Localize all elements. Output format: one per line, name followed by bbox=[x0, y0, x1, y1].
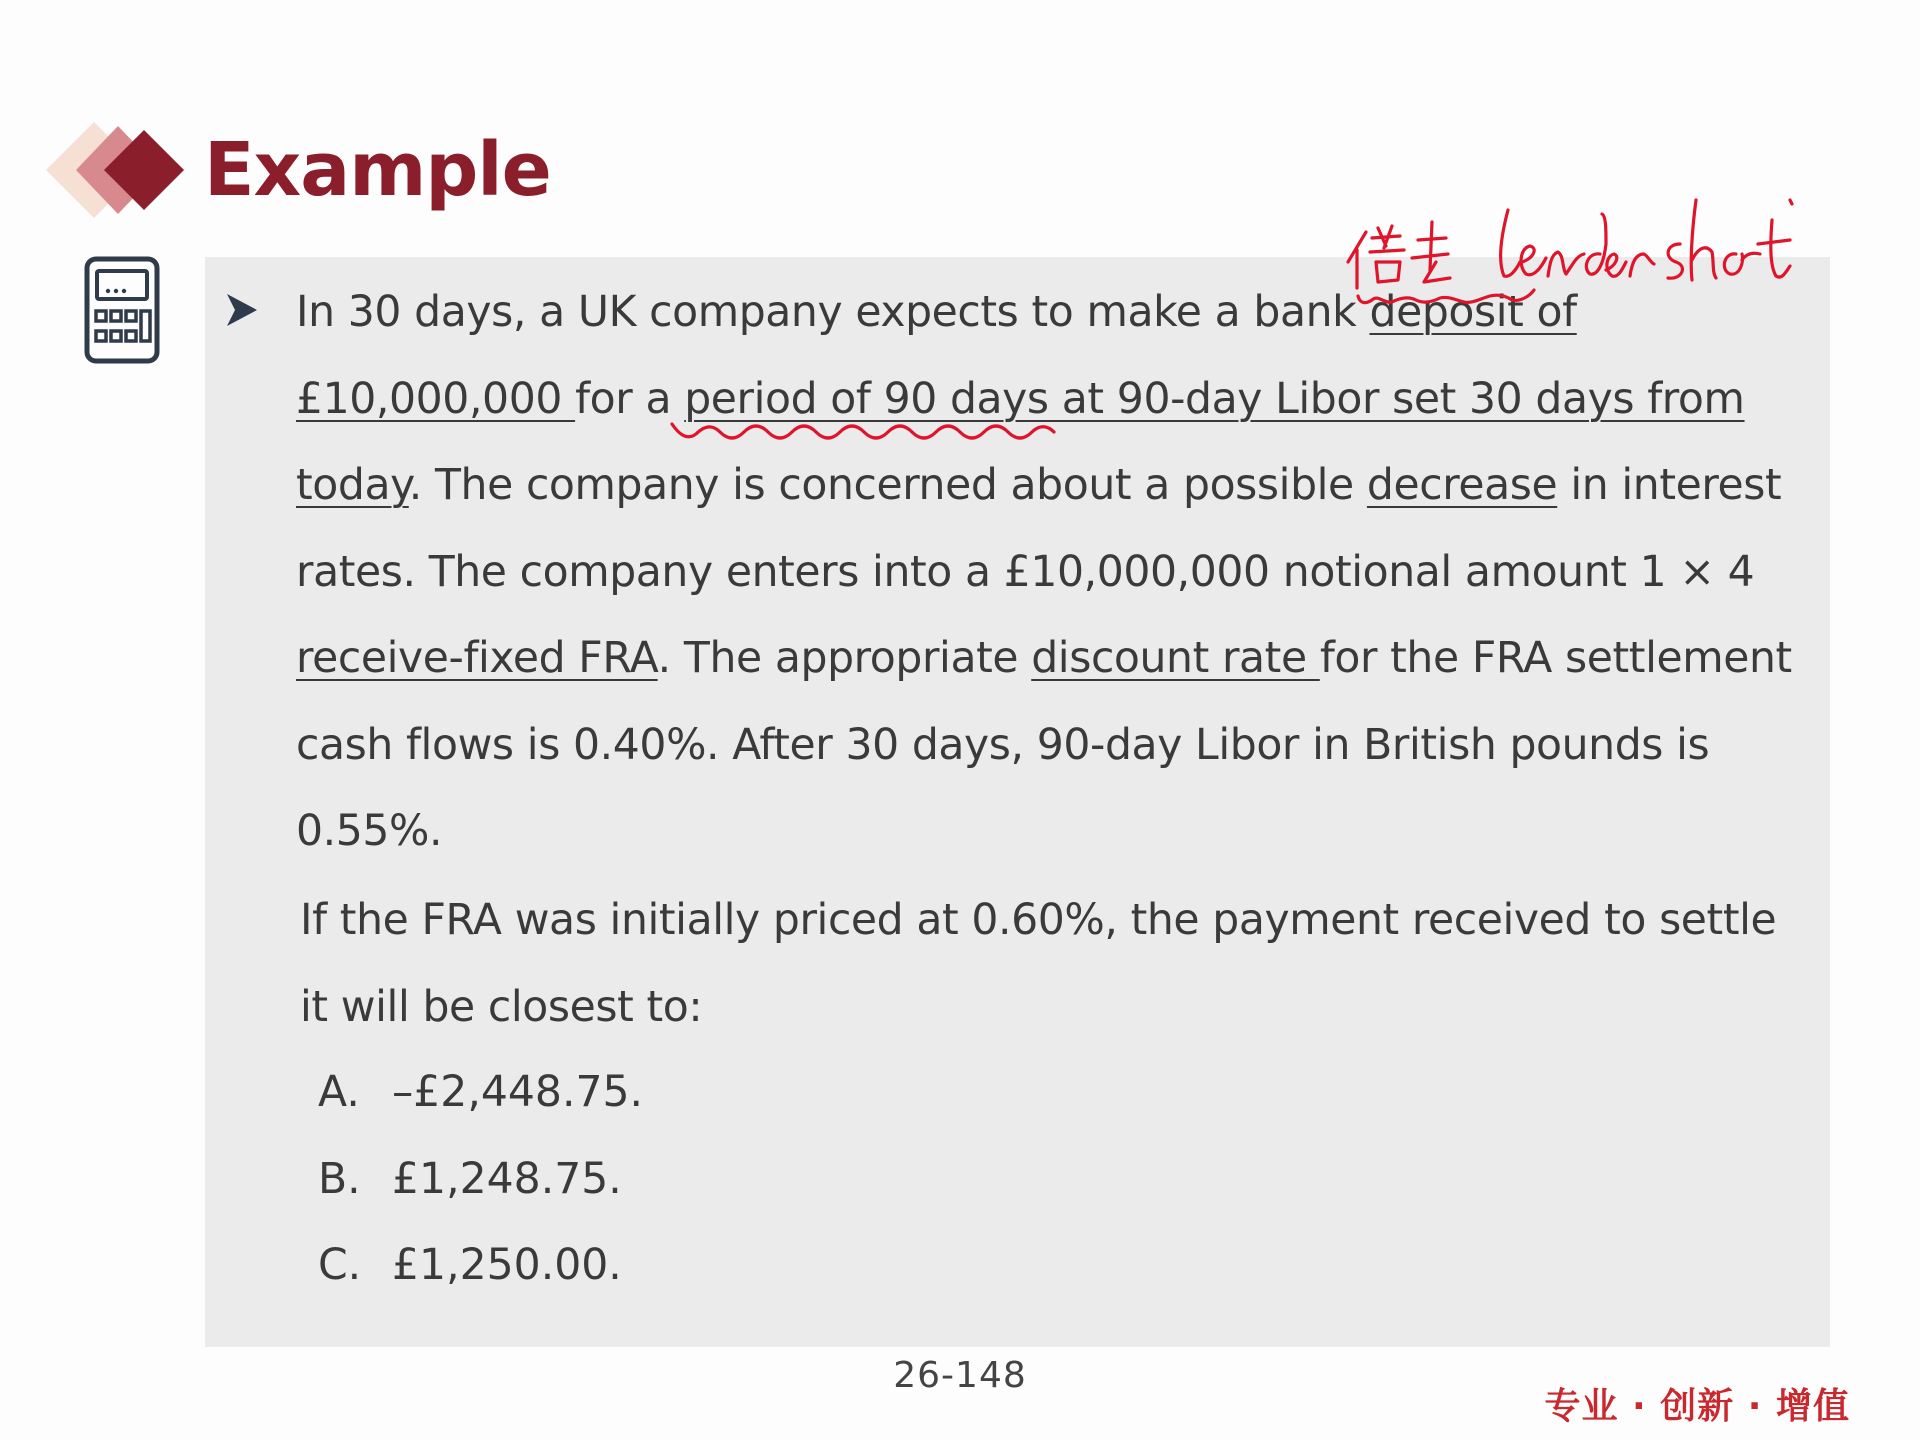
underlined-phrase: period of 90 days at 90-day Libor set 30 days from today bbox=[296, 374, 1745, 510]
paragraph-text: for the FRA settlement cash flows is 0.40%. After 30 days, 90-day Libor in British pounds is 0.55%. bbox=[296, 634, 1792, 856]
paragraph-text: . The appropriate bbox=[657, 634, 1032, 683]
option-text: £1,248.75. bbox=[392, 1154, 622, 1204]
option-letter: A. bbox=[318, 1068, 360, 1117]
paragraph-text: for a bbox=[575, 374, 685, 424]
option-c bbox=[318, 1223, 643, 1310]
option-text: £1,250.00. bbox=[392, 1241, 622, 1290]
option-b bbox=[318, 1137, 643, 1224]
underlined-phrase: £10,000,000 bbox=[296, 374, 576, 424]
slide-title: Example bbox=[204, 127, 551, 213]
answer-options bbox=[318, 1050, 643, 1310]
option-text: –£2,448.75. bbox=[392, 1068, 644, 1117]
question-text: If the FRA was initially priced at 0.60%, the payment received to settle it will be closest to: bbox=[300, 896, 1777, 1032]
underlined-phrase: decrease bbox=[1366, 461, 1558, 510]
option-a bbox=[318, 1050, 643, 1137]
arrow-bullet-icon bbox=[225, 290, 259, 330]
diamond-logo-icon bbox=[46, 120, 186, 220]
paragraph-text: in interest rates. The company enters into a £10,000,000 notional amount 1 × 4 bbox=[296, 461, 1782, 597]
paragraph-text: In 30 days, a UK company expects to make a bank bbox=[296, 288, 1370, 337]
option-letter: C. bbox=[318, 1241, 362, 1290]
underlined-phrase: deposit of bbox=[1369, 288, 1577, 337]
underlined-phrase: receive-fixed FRA bbox=[296, 634, 658, 683]
footer-slogan: 专业 · 创新 · 增值 bbox=[1544, 1386, 1850, 1427]
page-number: 26-148 bbox=[893, 1355, 1027, 1396]
calculator-icon bbox=[84, 256, 160, 364]
underlined-phrase: discount rate bbox=[1031, 634, 1320, 683]
problem-statement bbox=[296, 270, 1826, 876]
paragraph-text: . The company is concerned about a possible bbox=[408, 461, 1367, 510]
option-letter: B. bbox=[318, 1154, 361, 1204]
